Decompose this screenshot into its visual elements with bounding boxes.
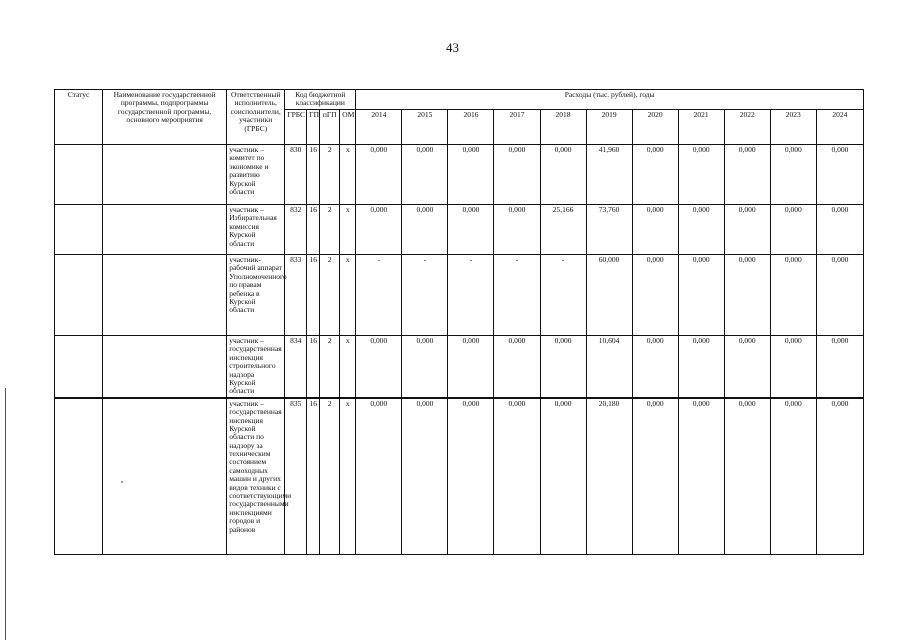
value-cell: 20,180	[586, 398, 632, 555]
value-cell: 0,000	[494, 336, 540, 398]
om-cell: x	[340, 205, 356, 255]
value-cell: 0,000	[770, 398, 816, 555]
value-cell: 0,000	[816, 398, 863, 555]
value-cell: -	[494, 255, 540, 336]
value-cell: 0,000	[724, 398, 770, 555]
value-cell: 0,000	[402, 336, 448, 398]
value-cell: 0,000	[448, 145, 494, 205]
gp-cell: 16	[307, 398, 320, 555]
program-name-cell	[103, 205, 227, 255]
header-year: 2018	[540, 110, 586, 145]
om-cell: x	[340, 336, 356, 398]
scan-margin-line	[5, 388, 6, 640]
value-cell: 0,000	[356, 398, 402, 555]
value-cell: 0,000	[402, 145, 448, 205]
executor-cell: участник – государственная инспекция строительного надзора Курской области	[227, 336, 285, 398]
value-cell: 0,000	[356, 145, 402, 205]
header-expenses: Расходы (тыс. рублей), годы	[356, 90, 864, 110]
value-cell: 0,000	[540, 398, 586, 555]
gp-cell: 16	[307, 205, 320, 255]
value-cell: 0,000	[770, 336, 816, 398]
header-budget-code: Код бюджетной классификации	[285, 90, 356, 110]
value-cell: 41,960	[586, 145, 632, 205]
gp-cell: 16	[307, 255, 320, 336]
value-cell: 25,166	[540, 205, 586, 255]
grbs-cell: 835	[285, 398, 307, 555]
value-cell: 0,000	[724, 145, 770, 205]
program-name-cell	[103, 145, 227, 205]
executor-cell: участник- рабочий аппарат Уполномоченного по правам ребенка в Курской области	[227, 255, 285, 336]
table-row	[55, 145, 864, 205]
value-cell: 0,000	[632, 336, 678, 398]
gp-cell: 16	[307, 145, 320, 205]
status-cell	[55, 205, 103, 255]
grbs-cell: 830	[285, 145, 307, 205]
value-cell: 0,000	[632, 145, 678, 205]
status-cell	[55, 336, 103, 398]
value-cell: 0,000	[632, 255, 678, 336]
value-cell: -	[402, 255, 448, 336]
status-cell	[55, 255, 103, 336]
value-cell: 0,000	[816, 255, 863, 336]
value-cell: 0,000	[448, 336, 494, 398]
value-cell: 0,000	[540, 336, 586, 398]
header-om: ОМ	[340, 110, 356, 145]
status-cell	[55, 398, 103, 555]
table-row	[55, 398, 864, 555]
value-cell: 73,760	[586, 205, 632, 255]
value-cell: 60,000	[586, 255, 632, 336]
header-year: 2022	[724, 110, 770, 145]
executor-cell: участник – государственная инспекция Курской области по надзору за техническим состоянием самоходных машин и других видов техники с соответствующими государственными инспекциями городов и районов	[227, 398, 285, 555]
value-cell: 0,000	[724, 336, 770, 398]
value-cell: 0,000	[816, 336, 863, 398]
table-row	[55, 255, 864, 336]
program-name-cell	[103, 398, 227, 555]
value-cell: 0,000	[540, 145, 586, 205]
header-year: 2016	[448, 110, 494, 145]
header-row-1	[55, 90, 864, 110]
value-cell: 0,000	[770, 145, 816, 205]
value-cell: 0,000	[448, 205, 494, 255]
grbs-cell: 832	[285, 205, 307, 255]
value-cell: 0,000	[402, 398, 448, 555]
budget-table	[54, 89, 864, 555]
header-grbs: ГРБС	[285, 110, 307, 145]
value-cell: 0,000	[724, 255, 770, 336]
value-cell: -	[540, 255, 586, 336]
program-name-cell	[103, 255, 227, 336]
value-cell: 0,000	[494, 398, 540, 555]
page-number: 43	[446, 40, 459, 55]
value-cell: 0,000	[770, 205, 816, 255]
value-cell: 0,000	[724, 205, 770, 255]
pgp-cell: 2	[320, 336, 340, 398]
header-year: 2020	[632, 110, 678, 145]
value-cell: 0,000	[816, 145, 863, 205]
pgp-cell: 2	[320, 255, 340, 336]
om-cell: x	[340, 255, 356, 336]
header-executor: Ответственный исполнитель, соисполнители, участники (ГРБС)	[227, 90, 285, 145]
value-cell: 10,604	[586, 336, 632, 398]
table-row	[55, 336, 864, 398]
value-cell: -	[356, 255, 402, 336]
value-cell: 0,000	[494, 145, 540, 205]
value-cell: 0,000	[678, 205, 724, 255]
value-cell: 0,000	[770, 255, 816, 336]
header-year: 2017	[494, 110, 540, 145]
value-cell: 0,000	[678, 336, 724, 398]
pgp-cell: 2	[320, 205, 340, 255]
executor-cell: участник – Избирательная комиссия Курской области	[227, 205, 285, 255]
value-cell: 0,000	[678, 145, 724, 205]
value-cell: 0,000	[678, 398, 724, 555]
value-cell: -	[448, 255, 494, 336]
header-year: 2019	[586, 110, 632, 145]
gp-cell: 16	[307, 336, 320, 398]
status-cell	[55, 145, 103, 205]
program-name-cell	[103, 336, 227, 398]
header-gp: ГП	[307, 110, 320, 145]
header-year: 2021	[678, 110, 724, 145]
header-year: 2014	[356, 110, 402, 145]
grbs-cell: 834	[285, 336, 307, 398]
value-cell: 0,000	[494, 205, 540, 255]
header-year: 2015	[402, 110, 448, 145]
value-cell: 0,000	[402, 205, 448, 255]
pgp-cell: 2	[320, 398, 340, 555]
om-cell: x	[340, 398, 356, 555]
value-cell: 0,000	[356, 336, 402, 398]
table-row	[55, 205, 864, 255]
header-year: 2023	[770, 110, 816, 145]
executor-cell: участник – комитет по экономике и развитию Курской области	[227, 145, 285, 205]
pgp-cell: 2	[320, 145, 340, 205]
header-pgp: пГП	[320, 110, 340, 145]
header-year: 2024	[816, 110, 863, 145]
value-cell: 0,000	[448, 398, 494, 555]
om-cell: x	[340, 145, 356, 205]
value-cell: 0,000	[816, 205, 863, 255]
value-cell: 0,000	[632, 398, 678, 555]
header-program-name: Наименование государственной программы, подпрограммы государственной программы, основного мероприятия	[103, 90, 227, 145]
value-cell: 0,000	[356, 205, 402, 255]
grbs-cell: 833	[285, 255, 307, 336]
value-cell: 0,000	[632, 205, 678, 255]
header-status: Статус	[55, 90, 103, 145]
value-cell: 0,000	[678, 255, 724, 336]
